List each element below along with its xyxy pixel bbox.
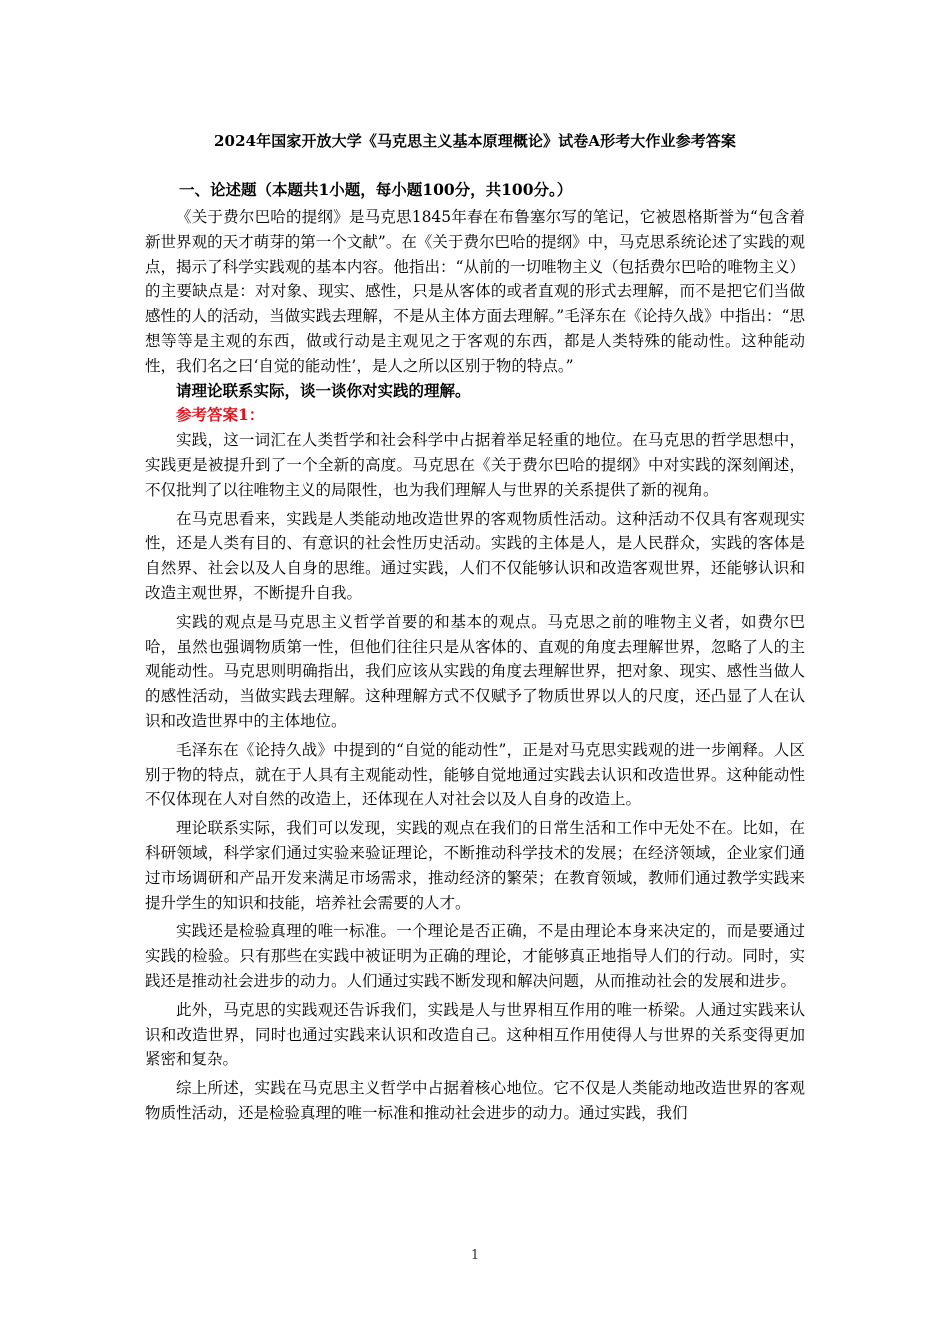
answer-label: 参考答案1： — [176, 405, 265, 425]
answer-paragraph: 在马克思看来，实践是人类能动地改造世界的客观物质性活动。这种活动不仅具有客观现实性，还是人类有目的、有意识的社会性历史活动。实践的主体是人，是人民群众，实践的客体是自然界、社会以及人自身的思维。通过实践，人们不仅能够认识和改造客观世界，还能够认识和改造主观世界，不断提升自我。 — [145, 509, 805, 602]
answer-paragraph: 此外，马克思的实践观还告诉我们，实践是人与世界相互作用的唯一桥梁。人通过实践来认识和改造世界，同时也通过实践来认识和改造自己。这种相互作用使得人与世界的关系变得更加紧密和复杂。 — [145, 1000, 805, 1069]
answer-paragraph: 毛泽东在《论持久战》中提到的“自觉的能动性”，正是对马克思实践观的进一步阐释。人区别于物的特点，就在于人具有主观能动性，能够自觉地通过实践去认识和改造世界。这种能动性不仅体现在人对自然的改造上，还体现在人对社会以及人自身的改造上。 — [145, 740, 805, 809]
prompt-paragraph: 《关于费尔巴哈的提纲》是马克思1845年春在布鲁塞尔写的笔记，它被恩格斯誉为“包含着新世界观的天才萌芽的第一个文献”。在《关于费尔巴哈的提纲》中，马克思系统论述了实践的观点，揭示了科学实践观的基本内容。他指出：“从前的一切唯物主义（包括费尔巴哈的唯物主义）的主要缺点是：对对象、现实、感性，只是从客体的或者直观的形式去理解，而不是把它们当做感性的人的活动，当做实践去理解，不是从主体方面去理解。”毛泽东在《论持久战》中指出：“思想等等是主观的东西，做或行动是主观见之于客观的东西，都是人类特殊的能动性。这种能动性，我们名之曰‘自觉的能动性’，是人之所以区别于物的特点。” — [145, 208, 805, 375]
answer-paragraph: 实践还是检验真理的唯一标准。一个理论是否正确，不是由理论本身来决定的，而是要通过实践的检验。只有那些在实践中被证明为正确的理论，才能够真正地指导人们的行动。同时，实践还是推动社会进步的动力。人们通过实践不断发现和解决问题，从而推动社会的发展和进步。 — [145, 922, 805, 990]
answer-paragraph: 综上所述，实践在马克思主义哲学中占据着核心地位。它不仅是人类能动地改造世界的客观物质性活动，还是检验真理的唯一标准和推动社会进步的动力。通过实践，我们 — [145, 1079, 805, 1122]
answer-paragraph: 实践，这一词汇在人类哲学和社会科学中占据着举足轻重的地位。在马克思的哲学思想中，实践更是被提升到了一个全新的高度。马克思在《关于费尔巴哈的提纲》中对实践的深刻阐述，不仅批判了以往唯物主义的局限性，也为我们理解人与世界的关系提供了新的视角。 — [145, 431, 805, 499]
question-text: 请理论联系实际，谈一谈你对实践的理解。 — [176, 380, 471, 400]
answer-paragraph: 理论联系实际，我们可以发现，实践的观点在我们的日常生活和工作中无处不在。比如，在科研领域，科学家们通过实验来验证理论，不断推动科学技术的发展；在经济领域，企业家们通过市场调研和产品开发来满足市场需求，推动经济的繁荣；在教育领域，教师们通过教学实践来提升学生的知识和技能，培养社会需要的人才。 — [145, 819, 805, 912]
document-page — [145, 0, 805, 1344]
answer-paragraph: 实践的观点是马克思主义哲学首要的和基本的观点。马克思之前的唯物主义者，如费尔巴哈，虽然也强调物质第一性，但他们往往只是从客体的、直观的角度去理解世界，忽略了人的主观能动性。马克思则明确指出，我们应该从实践的角度去理解世界，把对象、现实、感性当做人的感性活动，当做实践去理解。这种理解方式不仅赋予了物质世界以人的尺度，还凸显了人在认识和改造世界中的主体地位。 — [145, 612, 805, 730]
section-heading: 一、论述题（本题共1小题，每小题100分，共100分。） — [179, 180, 573, 199]
document-body — [145, 205, 805, 1126]
page-number: 1 — [470, 1248, 480, 1263]
document-title: 2024年国家开放大学《马克思主义基本原理概论》试卷A形考大作业参考答案 — [214, 132, 736, 150]
